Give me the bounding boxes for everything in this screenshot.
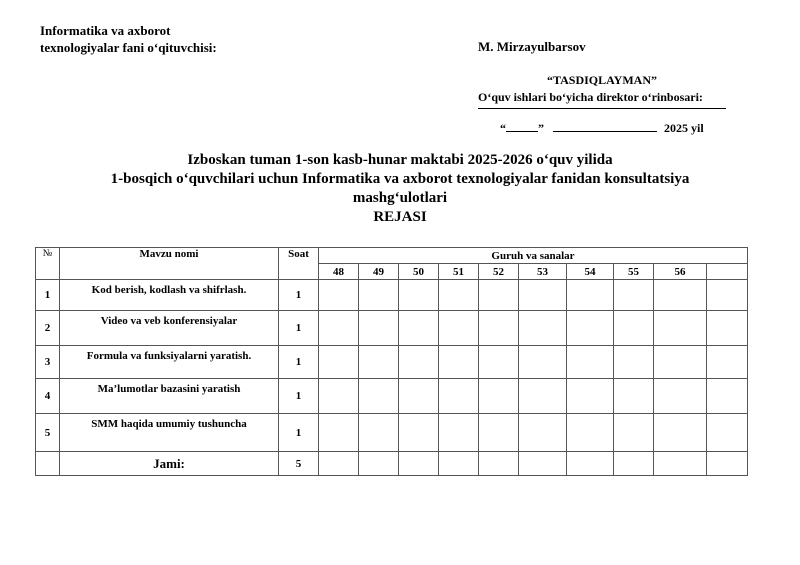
teacher-name: M. Mirzayulbarsov [478,39,586,54]
header-num: № [36,248,60,280]
date-quote-close: ” [538,121,544,135]
approval-title: “TASDIQLAYMAN” [546,73,657,87]
date-cell[interactable] [319,346,359,379]
row-num: 4 [36,379,60,414]
date-cell[interactable] [439,311,479,346]
date-cell[interactable] [707,452,748,476]
row-topic: Formula va funksiyalarni yaratish. [60,346,279,379]
table-row [36,311,748,346]
date-cell[interactable] [359,452,399,476]
row-topic: Ma’lumotlar bazasini yaratish [60,379,279,414]
date-cell[interactable] [399,379,439,414]
signature-line [478,108,726,109]
date-cell[interactable] [519,379,567,414]
row-hours: 1 [279,280,319,311]
date-cell[interactable] [439,414,479,452]
header-groups: Guruh va sanalar [319,248,748,264]
date-cell[interactable] [519,311,567,346]
date-cell[interactable] [439,346,479,379]
group-48: 48 [319,264,359,280]
row-topic: SMM haqida umumiy tushuncha [60,414,279,452]
date-cell[interactable] [319,414,359,452]
group-56: 56 [654,264,707,280]
date-cell[interactable] [654,311,707,346]
date-cell[interactable] [359,311,399,346]
group-51: 51 [439,264,479,280]
day-blank [506,119,538,132]
date-cell[interactable] [614,379,654,414]
date-cell[interactable] [399,414,439,452]
date-cell[interactable] [707,414,748,452]
group-55: 55 [614,264,654,280]
date-cell[interactable] [479,452,519,476]
date-cell[interactable] [707,346,748,379]
date-cell[interactable] [479,346,519,379]
date-cell[interactable] [654,280,707,311]
date-cell[interactable] [479,379,519,414]
header-hours: Soat [279,248,319,280]
date-cell[interactable] [439,452,479,476]
date-cell[interactable] [399,280,439,311]
date-cell[interactable] [707,379,748,414]
row-num: 1 [36,280,60,311]
date-cell[interactable] [319,311,359,346]
doc-title-line2: 1-bosqich o‘quvchilari uchun Informatika va axborot texnologiyalar fanidan konsultatsiya [110,171,690,187]
date-cell[interactable] [519,414,567,452]
date-cell[interactable] [479,280,519,311]
date-cell[interactable] [567,379,614,414]
header-topic: Mavzu nomi [60,248,279,280]
group-50: 50 [399,264,439,280]
doc-title-line3: mashg‘ulotlari [352,190,448,206]
group-empty [707,264,748,280]
date-cell[interactable] [567,452,614,476]
doc-title-line4: REJASI [373,209,427,225]
date-cell[interactable] [319,379,359,414]
date-cell[interactable] [614,452,654,476]
row-hours: 1 [279,311,319,346]
date-cell[interactable] [399,452,439,476]
date-cell[interactable] [614,414,654,452]
month-blank [553,119,657,132]
date-cell[interactable] [439,379,479,414]
date-quote-open: “ [500,121,506,135]
date-cell[interactable] [654,452,707,476]
date-cell[interactable] [399,346,439,379]
date-cell[interactable] [567,414,614,452]
total-hours: 5 [279,452,319,476]
date-cell[interactable] [319,280,359,311]
group-53: 53 [519,264,567,280]
date-cell[interactable] [567,346,614,379]
row-hours: 1 [279,379,319,414]
table-row [36,346,748,379]
group-52: 52 [479,264,519,280]
doc-title-line1: Izboskan tuman 1-son kasb-hunar maktabi 2025-2026 o‘quv yilida [187,152,613,168]
year-label: 2025 yil [664,121,704,135]
date-cell[interactable] [567,280,614,311]
row-topic: Video va veb konferensiyalar [60,311,279,346]
table-row [36,379,748,414]
date-cell[interactable] [479,311,519,346]
date-cell[interactable] [654,379,707,414]
date-cell[interactable] [479,414,519,452]
date-cell[interactable] [439,280,479,311]
approval-subtitle: O‘quv ishlari bo‘yicha direktor o‘rinbosari: [478,90,703,104]
date-cell[interactable] [519,280,567,311]
date-cell[interactable] [614,311,654,346]
total-row [36,452,748,476]
approval-date-row [478,119,726,136]
group-54: 54 [567,264,614,280]
group-49: 49 [359,264,399,280]
date-cell[interactable] [519,452,567,476]
teacher-subject-label [40,22,217,56]
date-cell[interactable] [654,414,707,452]
date-cell[interactable] [654,346,707,379]
consultation-plan-table [35,247,748,476]
row-topic: Kod berish, kodlash va shifrlash. [60,280,279,311]
table-row [36,414,748,452]
date-cell[interactable] [707,311,748,346]
teacher-subject-line2: texnologiyalar fani o‘qituvchisi: [40,40,217,55]
teacher-subject-line1: Informatika va axborot [40,23,171,38]
date-cell[interactable] [567,311,614,346]
total-label: Jami: [60,452,279,476]
date-cell[interactable] [319,452,359,476]
date-cell[interactable] [399,311,439,346]
total-num-empty [36,452,60,476]
date-cell[interactable] [519,346,567,379]
row-hours: 1 [279,346,319,379]
date-cell[interactable] [359,379,399,414]
date-cell[interactable] [614,346,654,379]
date-cell[interactable] [614,280,654,311]
table-row [36,280,748,311]
date-cell[interactable] [359,280,399,311]
row-hours: 1 [279,414,319,452]
row-num: 3 [36,346,60,379]
row-num: 2 [36,311,60,346]
date-cell[interactable] [359,346,399,379]
date-cell[interactable] [359,414,399,452]
row-num: 5 [36,414,60,452]
date-cell[interactable] [707,280,748,311]
